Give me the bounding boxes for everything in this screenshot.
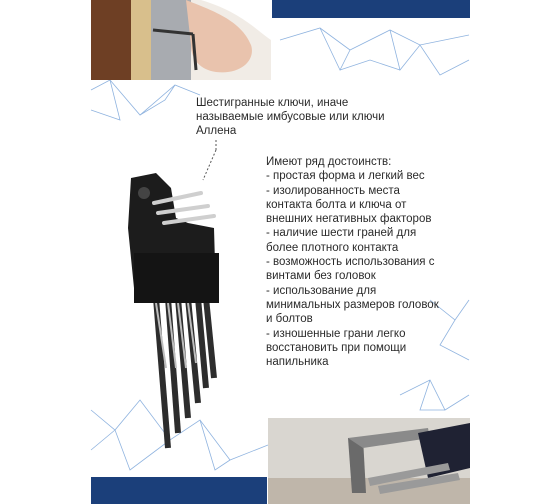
features-line: внешних негативных факторов <box>266 213 432 226</box>
features-line: винтами без головок <box>266 270 376 283</box>
features-line: - изношенные грани легко <box>266 327 406 340</box>
features-line: и болтов <box>266 313 313 326</box>
features-heading: Имеют ряд достоинств: <box>266 156 392 168</box>
accent-bar-bottom <box>91 477 267 504</box>
features-line: напильника <box>266 356 329 369</box>
features-list <box>266 155 466 369</box>
hand-hex-key-photo <box>91 0 271 80</box>
features-line: минимальных размеров головок <box>266 298 439 311</box>
hex-key-closeup-photo <box>268 418 470 504</box>
features-line: - изолированность места <box>266 184 400 197</box>
caption-line: называемые имбусовые или ключи <box>196 111 385 123</box>
caption-line: Шестигранные ключи, иначе <box>196 97 349 109</box>
features-line: - использование для <box>266 284 377 297</box>
caption-text <box>196 96 406 138</box>
features-line: восстановить при помощи <box>266 341 407 354</box>
features-line: контакта болта и ключа от <box>266 198 407 211</box>
features-line: более плотного контакта <box>266 241 399 254</box>
features-line: - возможность использования с <box>266 256 435 269</box>
accent-bar-top <box>272 0 470 18</box>
hex-key-set-illustration <box>116 168 226 453</box>
features-line: - простая форма и легкий вес <box>266 170 425 183</box>
caption-line: Аллена <box>196 125 237 137</box>
features-line: - наличие шести граней для <box>266 227 417 240</box>
